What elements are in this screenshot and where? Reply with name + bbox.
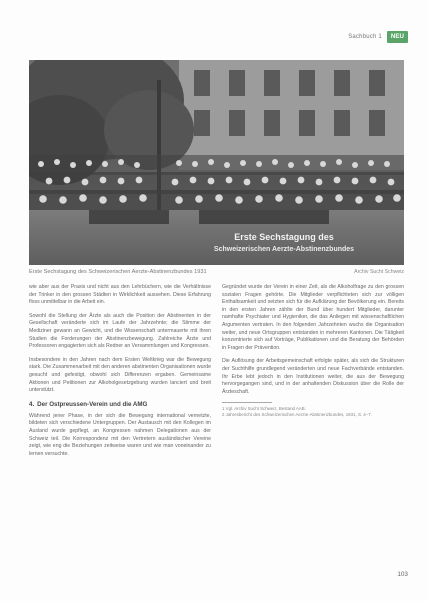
group-photograph xyxy=(29,60,404,265)
running-title: Sachbuch 1 xyxy=(348,33,382,40)
photo-caption: Erste Sechstagung des Schweizerischen Aerzte-Abstinenzbundes 1931 xyxy=(29,269,207,275)
footnote: 2 Jahresbericht des Schweizerischen Aerzte-Abstinenzbundes, 1931, S. 4–7. xyxy=(222,411,372,417)
paragraph: Die Auflösung der Arbeitsgemeinschaft erfolgte später, als sich die Strukturen der Suchthilfe grundlegend veränderten und neue Fachverbände entstanden. Ihr Erbe lebt jedoch in den Institutionen weiter, die aus der Bewegung hervorgegangen sind, und in der anhaltenden Diskussion über die Rolle der Ärzteschaft. xyxy=(222,358,404,395)
footnote-divider xyxy=(222,402,272,403)
running-header xyxy=(348,30,408,43)
footnote: 1 Vgl. Archiv Sucht Schweiz, Bestand AAB. xyxy=(222,405,306,411)
banner-line-1: Erste Sechstagung des xyxy=(234,232,334,242)
section-title: Der Ostpreussen-Verein und die AMG xyxy=(37,400,148,408)
right-column xyxy=(222,284,404,418)
photo-illustration xyxy=(29,60,404,265)
left-column xyxy=(29,284,211,464)
section-badge: NEU xyxy=(387,31,408,43)
page-number: 103 xyxy=(397,571,408,578)
photo-credit: Archiv Sucht Schweiz xyxy=(354,269,404,275)
paragraph: Insbesondere in den Jahren nach dem Ersten Weltkrieg war die Bewegung stark. Die Zusammenarbeit mit den anderen abstinenten Organisationen wurde gesucht und gefestigt, obwohl sich Differenzen ergaben. Gemeinsame Aktionen und Petitionen zur Alkoholgesetzgebung wurden lanciert und breit unterstützt. xyxy=(29,356,211,394)
paragraph: Gegründet wurde der Verein in einer Zeit, als die Alkoholfrage zu den grossen sozialen Fragen gehörte. Die Mitglieder verpflichteten sich zur völligen Enthaltsamkeit und setzten sich für die Aufklärung der Bevölkerung ein. Bereits in den ersten Jahren zählte der Bund über hundert Mitglieder, darunter namhafte Psychiater und Hygieniker, die das Anliegen mit wissenschaftlichen Argumenten vertraten. In den folgenden Jahrzehnten wuchs die Organisation weiter, und neue Ortsgruppen entstanden in mehreren Kantonen. Die Tätigkeit konzentrierte sich auf Vorträge, Publikationen und die Beratung der Behörden in Fragen der Prävention. xyxy=(222,284,404,351)
paragraph: wie aber aus der Praxis und nicht aus den Lehrbüchern, wie die Verhältnisse der Trinker in den grossen Städten in Wirklichkeit aussehen. Diese Erfahrung floss unmittelbar in die Arbeit ein. xyxy=(29,284,211,306)
section-heading xyxy=(29,401,211,408)
section-number: 4. xyxy=(29,400,35,408)
paragraph: Während jener Phase, in der sich die Bewegung international vernetzte, bildeten sich verschiedene Untergruppen. Der Austausch mit den Kollegen im Ausland wurde gepflegt, an Kongressen nahmen Delegationen aus der Schweiz teil. Die Korrespondenz mit den Vertretern ausländischer Vereine zeigt, wie eng die Beziehungen zeitweise waren und wie man voneinander zu lernen versuchte. xyxy=(29,412,211,457)
paragraph: Sowohl die Stellung der Ärzte als auch die Position der Abstinenten in der Gesellschaft veränderte sich im Laufe der Jahrzehnte; die Stimme der Mediziner gewann an Gewicht, und die Wissenschaft untermauerte mit ihren Studien die Forderungen der Abstinenzbewegung. Zahlreiche Ärzte und Professoren engagierten sich als Redner an Versammlungen und Kongressen. xyxy=(29,312,211,350)
banner-line-2: Schweizerischen Aerzte-Abstinenzbundes xyxy=(213,246,355,253)
